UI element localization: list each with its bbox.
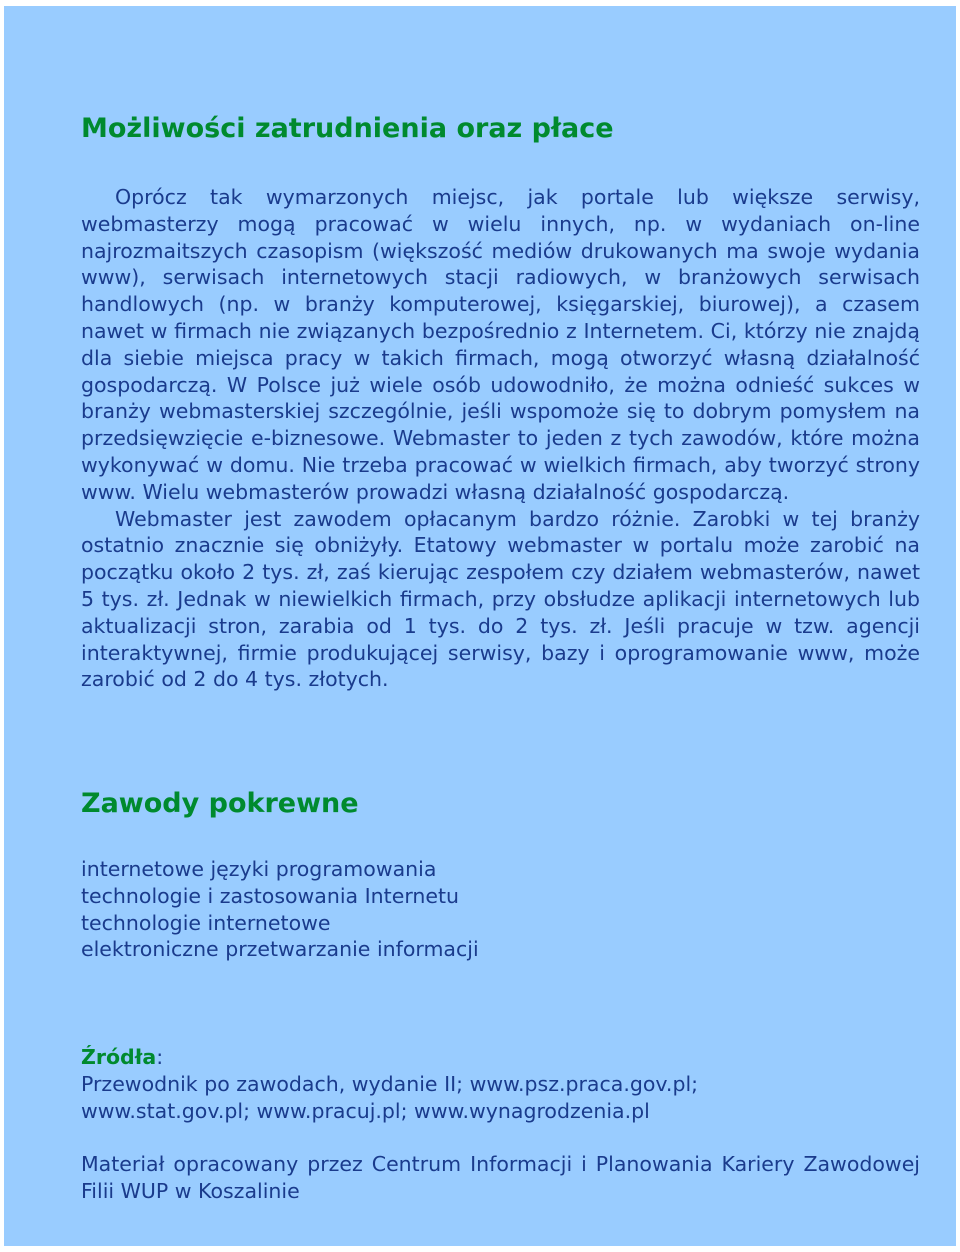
credit-note: Materiał opracowany przez Centrum Informacji i Planowania Kariery Zawodowej Filii WUP w Koszalinie: [81, 1152, 920, 1203]
employment-text-block: [81, 184, 920, 693]
sources-line-2: www.stat.gov.pl; www.pracuj.pl; www.wynagrodzenia.pl: [81, 1098, 650, 1123]
employment-paragraph-1: [81, 184, 920, 506]
sources-block: [81, 1044, 920, 1124]
sources-line-1: Przewodnik po zawodach, wydanie II; www.psz.praca.gov.pl;: [81, 1071, 699, 1096]
related-profession-item: technologie internetowe: [81, 910, 331, 935]
document-page: [4, 6, 956, 1246]
employment-paragraph-2-text: Webmaster jest zawodem opłacanym bardzo różnie. Zarobki w tej branży ostatnio znacznie się obniżyły. Etatowy webmaster w portalu może zarobić na początku około 2 tys. zł, zaś kierując zespołem czy działem webmasterów, nawet 5 tys. zł. Jednak w niewielkich firmach, przy obsłudze aplikacji internetowych lub aktualizacji stron, zarabia od 1 tys. do 2 tys. zł. Jeśli pracuje w tzw. agencji interaktywnej, firmie produkującej serwisy, bazy i oprogramowanie www, może zarobić od 2 do 4 tys. złotych.: [81, 506, 920, 692]
related-professions-list: [81, 856, 479, 963]
sources-label: Źródła: [81, 1045, 157, 1069]
section-title-related-professions: Zawody pokrewne: [81, 788, 359, 819]
related-profession-item: internetowe języki programowania: [81, 857, 437, 881]
related-profession-item: elektroniczne przetwarzanie informacji: [81, 937, 479, 962]
employment-paragraph-1-text: Oprócz tak wymarzonych miejsc, jak portale lub większe serwisy, webmasterzy mogą pracować w wielu innych, np. w wydaniach on-line najrozmaitszych czasopism (większość mediów drukowanych ma swoje wydania www), serwisach internetowych stacji radiowych, w branżowych serwisach handlowych (np. w branży komputerowej, księgarskiej, biurowej), a czasem nawet w firmach nie związanych bezpośrednio z Internetem. Ci, którzy nie znajdą dla siebie miejsca pracy w takich firmach, mogą otworzyć własną działalność gospodarczą. W Polsce już wiele osób udowodniło, że można odnieść sukces w branży webmasterskiej szczególnie, jeśli wspomoże się to dobrym pomysłem na przedsięwzięcie e-biznesowe. Webmaster to jeden z tych zawodów, które można wykonywać w domu. Nie trzeba pracować w wielkich firmach, aby tworzyć strony www. Wielu webmasterów prowadzi własną działalność gospodarczą.: [81, 185, 920, 504]
sources-colon: :: [156, 1045, 164, 1069]
employment-paragraph-2: [81, 506, 920, 694]
related-profession-item: technologie i zastosowania Internetu: [81, 883, 460, 908]
section-title-employment: Możliwości zatrudnienia oraz płace: [81, 113, 614, 144]
sources-heading: [81, 1044, 920, 1071]
